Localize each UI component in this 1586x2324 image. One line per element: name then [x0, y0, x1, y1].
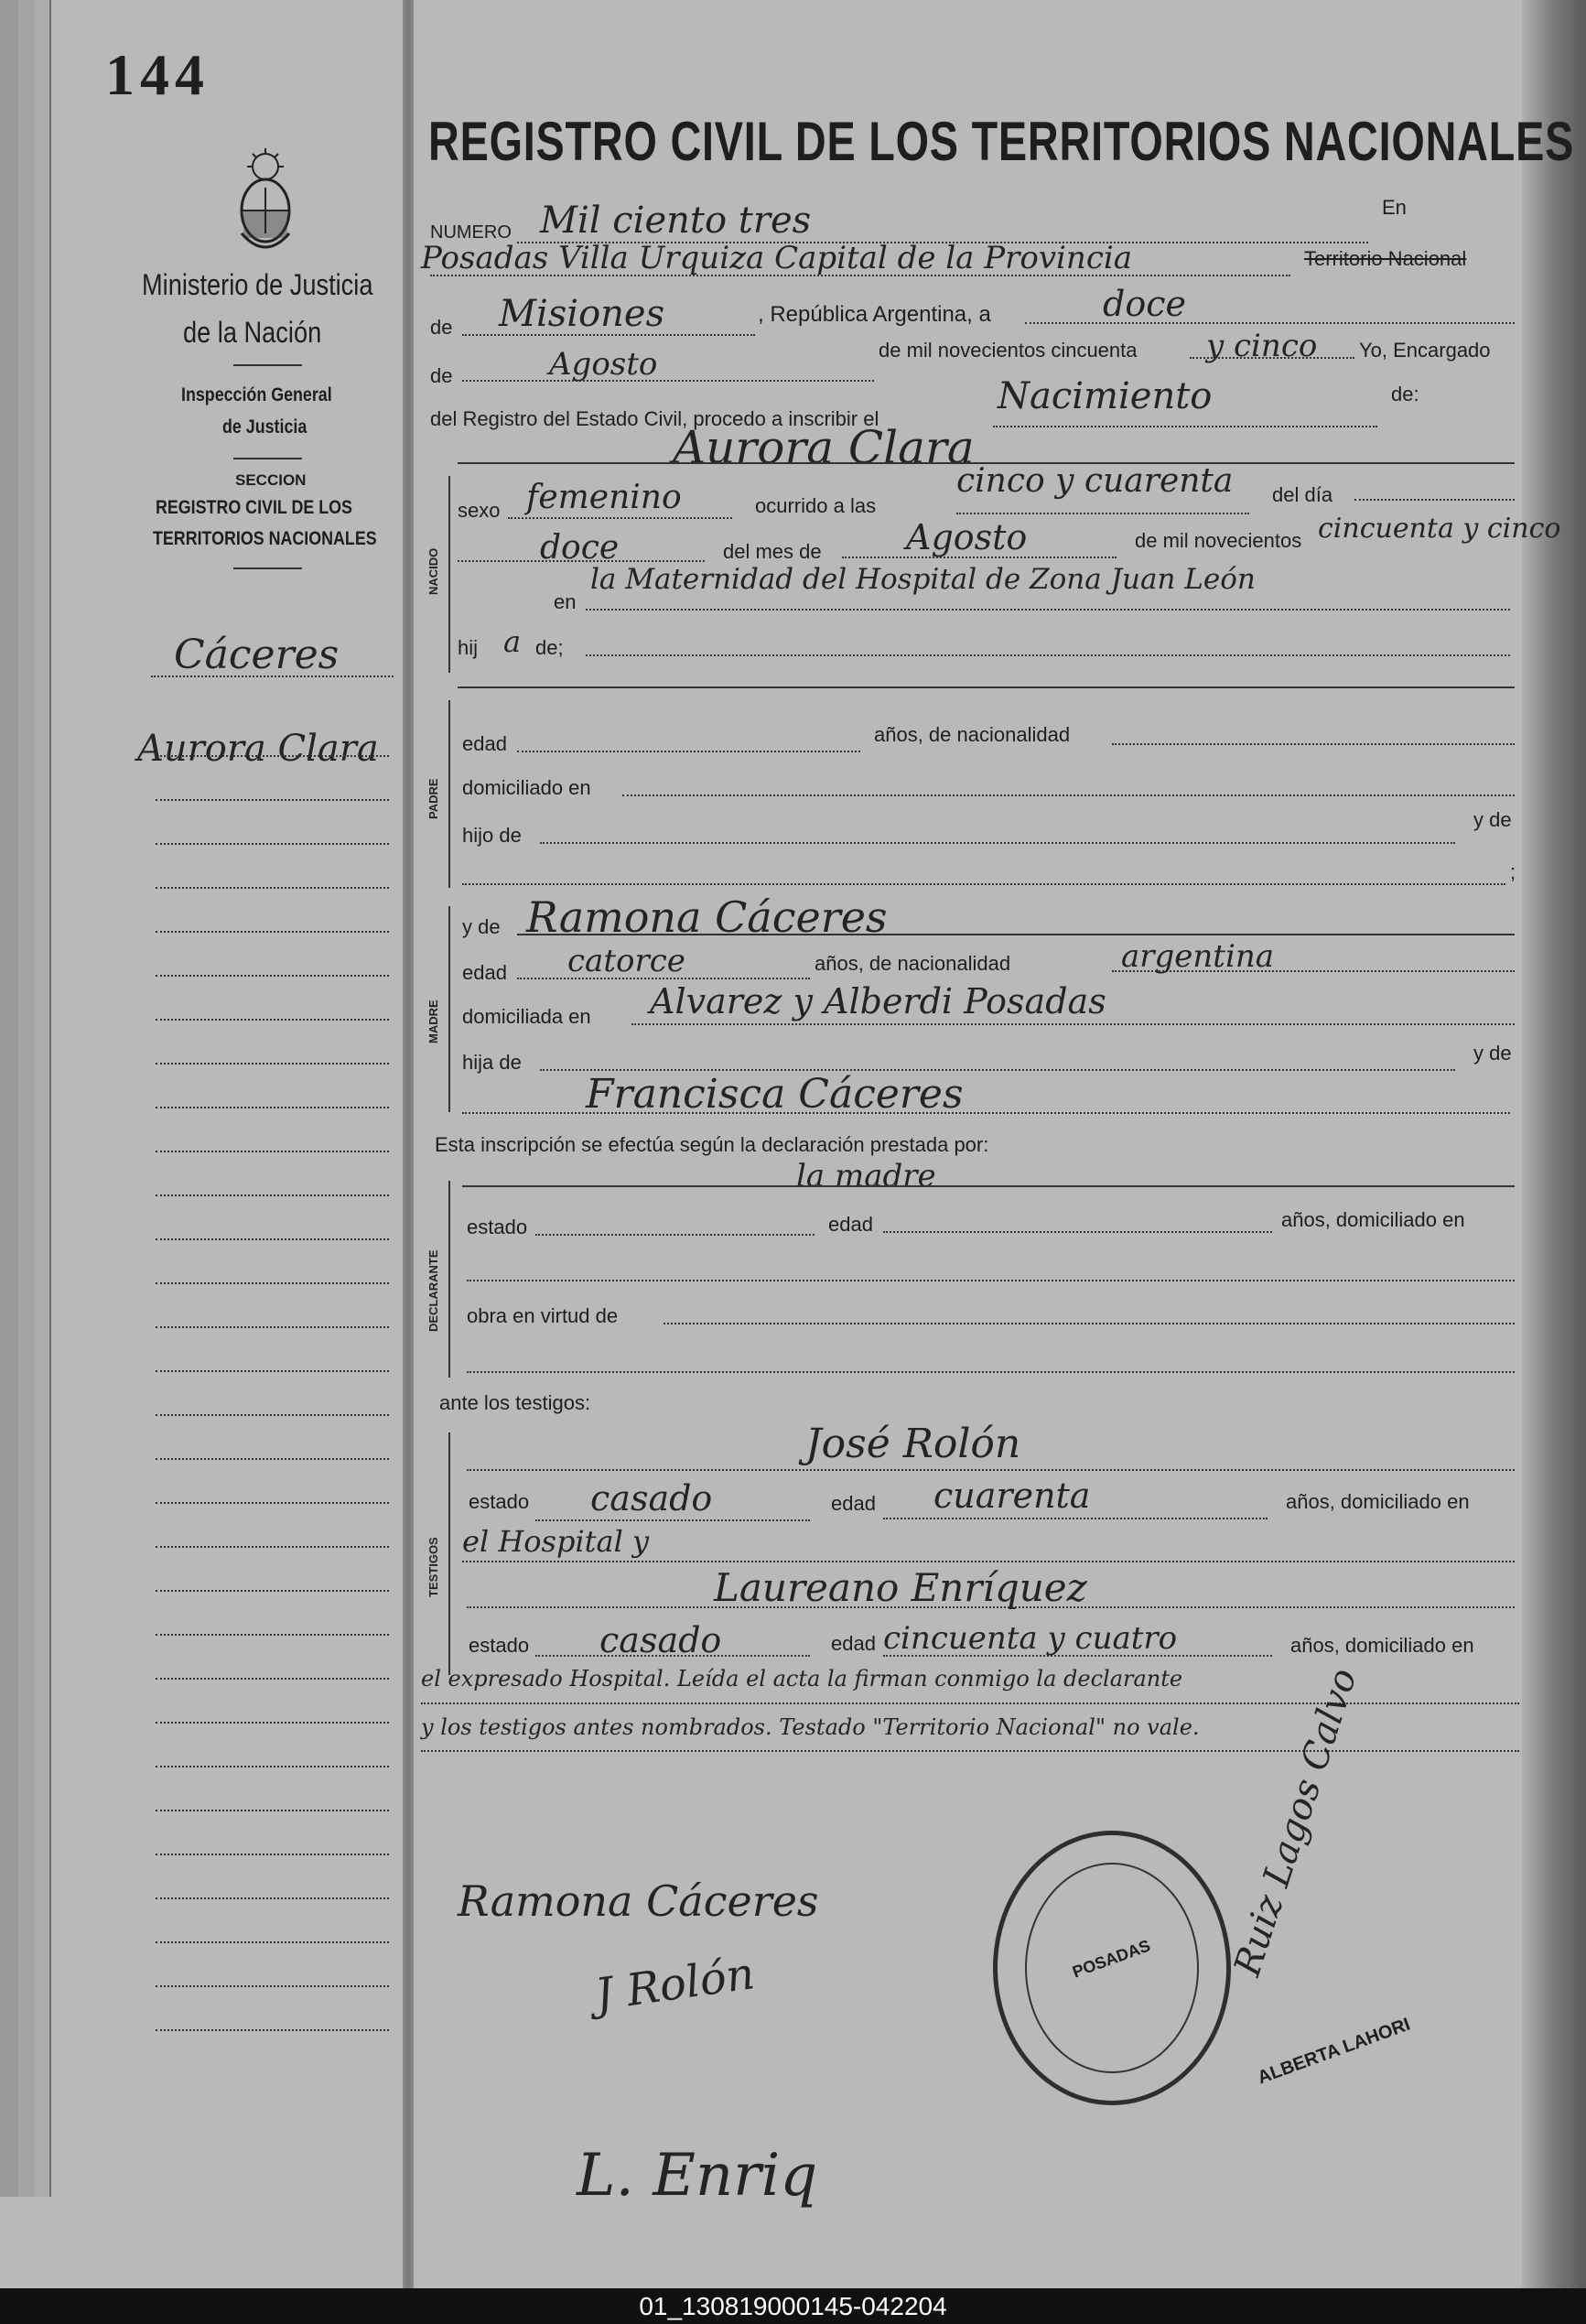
- registro-label: del Registro del Estado Civil, procedo a inscribir el: [430, 407, 879, 430]
- testigo1-domicilio-value: el Hospital y: [462, 1524, 650, 1559]
- block-line: [448, 1181, 450, 1378]
- madre-edad-value: catorce: [567, 943, 685, 979]
- testigo1-name: José Rolón: [805, 1421, 1021, 1467]
- madre-parents-value: Francisca Cáceres: [586, 1071, 964, 1118]
- testigo2-edad-label: edad: [831, 1632, 876, 1655]
- hora-line: [956, 513, 1249, 514]
- divider: [233, 458, 302, 459]
- declarante-domicilio-line: [467, 1280, 1515, 1281]
- padre-hijo-label: hijo de: [462, 824, 522, 847]
- madre-domicilio-line: [631, 1023, 1515, 1025]
- official-stamp: [993, 1831, 1231, 2105]
- sexo-label: sexo: [458, 499, 501, 522]
- padre-side-label: PADRE: [426, 778, 440, 819]
- dia-line: [1354, 499, 1515, 501]
- padre-edad-line: [517, 751, 860, 752]
- testigo1-anios-label: años, domiciliado en: [1286, 1490, 1470, 1513]
- testigo1-edad-line: [883, 1518, 1268, 1519]
- block-line: [448, 700, 450, 888]
- act-line: [993, 426, 1377, 427]
- page-gutter: [403, 0, 414, 2288]
- de-label: de;: [535, 636, 564, 659]
- lugar-line: [586, 609, 1510, 611]
- margin-rule: [156, 1590, 389, 1592]
- declarante-estado-label: estado: [467, 1216, 528, 1238]
- hija-value: a: [503, 624, 522, 659]
- testigo1-estado-line: [535, 1519, 810, 1521]
- day-line: [1025, 322, 1515, 324]
- binding-edge: [0, 0, 20, 2197]
- margin-rule: [156, 2029, 389, 2031]
- province-value: Misiones: [499, 293, 665, 335]
- year-line: [1190, 357, 1354, 359]
- madre-anios-label: años, de nacionalidad: [815, 952, 1011, 975]
- margin-rule: [156, 1063, 389, 1065]
- stamp-official-name: ALBERTA LAHORI: [1255, 2014, 1413, 2089]
- margin-rule: [156, 931, 389, 933]
- testigo2-estado-value: casado: [599, 1620, 722, 1660]
- margin-surname: Cáceres: [174, 632, 340, 678]
- margin-rule: [156, 1019, 389, 1021]
- numero-value: Mil ciento tres: [540, 200, 812, 242]
- margin-rule: [156, 1370, 389, 1372]
- signature-declarante: Ramona Cáceres: [458, 1876, 819, 1926]
- madre-domicilio-value: Alvarez y Alberdi Posadas: [650, 981, 1106, 1021]
- place-value: Posadas Villa Urquiza Capital de la Provincia: [421, 240, 1133, 276]
- page-edge: [1522, 0, 1586, 2288]
- margin-rule: [156, 1238, 389, 1240]
- mil-label: de mil novecientos: [1135, 529, 1302, 552]
- mes-label: del mes de: [723, 540, 822, 563]
- madre-name-line: [517, 934, 1515, 935]
- del-dia-label: del día: [1272, 483, 1333, 506]
- de-label: de: [430, 364, 453, 387]
- padre-nacionalidad-line: [1112, 743, 1515, 745]
- sexo-line: [508, 517, 732, 519]
- yo-label: Yo, Encargado: [1359, 339, 1491, 362]
- declarante-obra-line: [664, 1323, 1515, 1324]
- padre-edad-label: edad: [462, 732, 507, 755]
- testigos-side-label: TESTIGOS: [426, 1537, 440, 1597]
- dia-value: doce: [540, 529, 620, 567]
- year-value: y cinco: [1206, 328, 1318, 364]
- sexo-value: femenino: [526, 479, 682, 516]
- testigo1-domicilio-line: [462, 1561, 1515, 1562]
- madre-side-label: MADRE: [426, 1000, 440, 1043]
- margin-rule: [156, 1458, 389, 1460]
- madre-edad-label: edad: [462, 961, 507, 984]
- numero-label: NUMERO: [430, 222, 512, 243]
- padre-hijo-line: [540, 842, 1455, 844]
- testigo2-anios-label: años, domiciliado en: [1290, 1634, 1474, 1657]
- section-label: SECCION: [235, 471, 307, 489]
- mil-label: de mil novecientos cincuenta: [879, 339, 1138, 362]
- signature-testigo1: J Rolón: [591, 1948, 758, 2021]
- signature-official: Ruiz Lagos Calvo: [1226, 1663, 1365, 1982]
- de-label: de: [430, 316, 453, 339]
- madre-yde-label: y de: [462, 915, 501, 938]
- registry-label-2: TERRITORIOS NACIONALES: [153, 528, 377, 549]
- margin-rule: [156, 1634, 389, 1636]
- image-id-footer: 01_130819000145-042204: [0, 2288, 1586, 2324]
- madre-name-value: Ramona Cáceres: [526, 892, 888, 942]
- margin-given-names: Aurora Clara: [137, 728, 379, 770]
- hija-label: hij: [458, 636, 479, 659]
- margin-rule: [156, 755, 389, 757]
- margin-rule: [156, 1151, 389, 1152]
- testigo1-estado-value: casado: [590, 1478, 713, 1519]
- testigo1-edad-value: cuarenta: [933, 1475, 1091, 1516]
- madre-nacionalidad-value: argentina: [1121, 938, 1275, 975]
- territorio-label: Territorio Nacional: [1304, 247, 1467, 270]
- day-value: doce: [1103, 284, 1186, 324]
- testigo1-edad-label: edad: [831, 1492, 876, 1515]
- margin-rule: [156, 1678, 389, 1680]
- margin-rule: [156, 1107, 389, 1108]
- page-title: REGISTRO CIVIL DE LOS TERRITORIOS NACIONALES: [428, 111, 1575, 172]
- month-value: Agosto: [549, 346, 658, 383]
- margin-line: [151, 676, 394, 677]
- month-line: [462, 380, 874, 382]
- testigo2-name: Laureano Enríquez: [714, 1565, 1087, 1610]
- declarante-obra-label: obra en virtud de: [467, 1304, 619, 1327]
- declarante-value: la madre: [796, 1158, 936, 1194]
- margin-rule: [156, 799, 389, 801]
- testigo2-edad-value: cincuenta y cuatro: [883, 1620, 1178, 1657]
- padre-line: [462, 883, 1505, 885]
- republica-label: , República Argentina, a: [758, 302, 991, 327]
- coat-of-arms-icon: [229, 146, 302, 261]
- de2-label: de:: [1391, 383, 1419, 405]
- hora-value: cinco y cuarenta: [956, 462, 1234, 500]
- en-label: En: [1382, 196, 1407, 219]
- margin-rule: [156, 1282, 389, 1284]
- inspection-label: Inspección General: [181, 384, 332, 405]
- nacido-side-label: NACIDO: [426, 547, 440, 595]
- signature-testigo2: L. Enriq: [577, 2142, 818, 2210]
- binding-edge: [35, 0, 51, 2197]
- divider: [233, 364, 302, 366]
- declarante-line: [462, 1185, 1515, 1187]
- act-value: Nacimiento: [998, 375, 1213, 417]
- madre-hija-label: hija de: [462, 1051, 522, 1074]
- declarante-estado-line: [535, 1234, 815, 1236]
- declarante-edad-label: edad: [828, 1213, 873, 1236]
- margin-rule: [156, 843, 389, 845]
- margin-rule: [156, 1414, 389, 1416]
- margin-rule: [156, 1897, 389, 1899]
- margin-rule: [156, 1985, 389, 1987]
- ocurrido-label: ocurrido a las: [755, 494, 877, 517]
- margin-rule: [156, 1810, 389, 1811]
- name-value: Aurora Clara: [673, 421, 975, 474]
- binding-edge: [18, 0, 37, 2197]
- testigos-ante-label: ante los testigos:: [439, 1391, 591, 1414]
- section-line: [458, 686, 1515, 688]
- hija-line: [586, 654, 1510, 656]
- inspection-label-2: de Justicia: [222, 416, 307, 438]
- block-line: [448, 906, 450, 1112]
- margin-rule: [156, 1546, 389, 1548]
- margin-rule: [156, 887, 389, 889]
- block-line: [448, 1432, 450, 1675]
- ministry-label-2: de la Nación: [183, 316, 322, 349]
- stamp-center-text: POSADAS: [1070, 1936, 1153, 1982]
- margin-rule: [156, 1722, 389, 1724]
- closing-line-2: y los testigos antes nombrados. Testado "Territorio Nacional" no vale.: [421, 1714, 1200, 1740]
- padre-anios-label: años, de nacionalidad: [874, 723, 1071, 746]
- madre-parents-line: [462, 1112, 1510, 1114]
- margin-rule: [156, 1502, 389, 1504]
- closing-rule-2: [421, 1750, 1519, 1752]
- declarante-side-label: DECLARANTE: [426, 1249, 440, 1332]
- testigo2-name-line: [467, 1606, 1515, 1608]
- declarante-obra-line-2: [467, 1371, 1515, 1373]
- divider: [233, 567, 302, 569]
- madre-yde2-label: y de: [1473, 1042, 1512, 1065]
- padre-domicilio-line: [622, 794, 1515, 796]
- en-label: en: [554, 590, 577, 613]
- testigo1-estado-label: estado: [469, 1490, 530, 1513]
- testigo2-estado-label: estado: [469, 1634, 530, 1657]
- declaracion-text: Esta inscripción se efectúa según la declaración prestada por:: [435, 1133, 989, 1156]
- closing-line-1: el expresado Hospital. Leída el acta la firman conmigo la declarante: [421, 1666, 1183, 1692]
- testigo1-name-line: [467, 1469, 1515, 1471]
- anio-value: cincuenta y cinco: [1318, 513, 1561, 545]
- margin-rule: [156, 1854, 389, 1855]
- padre-yde-label: y de: [1473, 808, 1512, 831]
- padre-domicilio-label: domiciliado en: [462, 776, 591, 799]
- declarante-edad-line: [883, 1231, 1272, 1233]
- block-line: [448, 476, 450, 673]
- mes-value: Agosto: [906, 517, 1028, 557]
- margin-rule: [156, 1766, 389, 1767]
- margin-rule: [156, 1194, 389, 1196]
- padre-semi: ;: [1510, 860, 1516, 883]
- lugar-value: la Maternidad del Hospital de Zona Juan León: [590, 563, 1256, 596]
- ministry-label: Ministerio de Justicia: [142, 268, 373, 301]
- margin-rule: [156, 1941, 389, 1943]
- margin-rule: [156, 975, 389, 977]
- declarante-anios-label: años, domiciliado en: [1281, 1208, 1465, 1231]
- registry-label: REGISTRO CIVIL DE LOS: [156, 497, 352, 518]
- margin-rule: [156, 1326, 389, 1328]
- page-number: 144: [105, 42, 210, 107]
- madre-domicilio-label: domiciliada en: [462, 1005, 591, 1028]
